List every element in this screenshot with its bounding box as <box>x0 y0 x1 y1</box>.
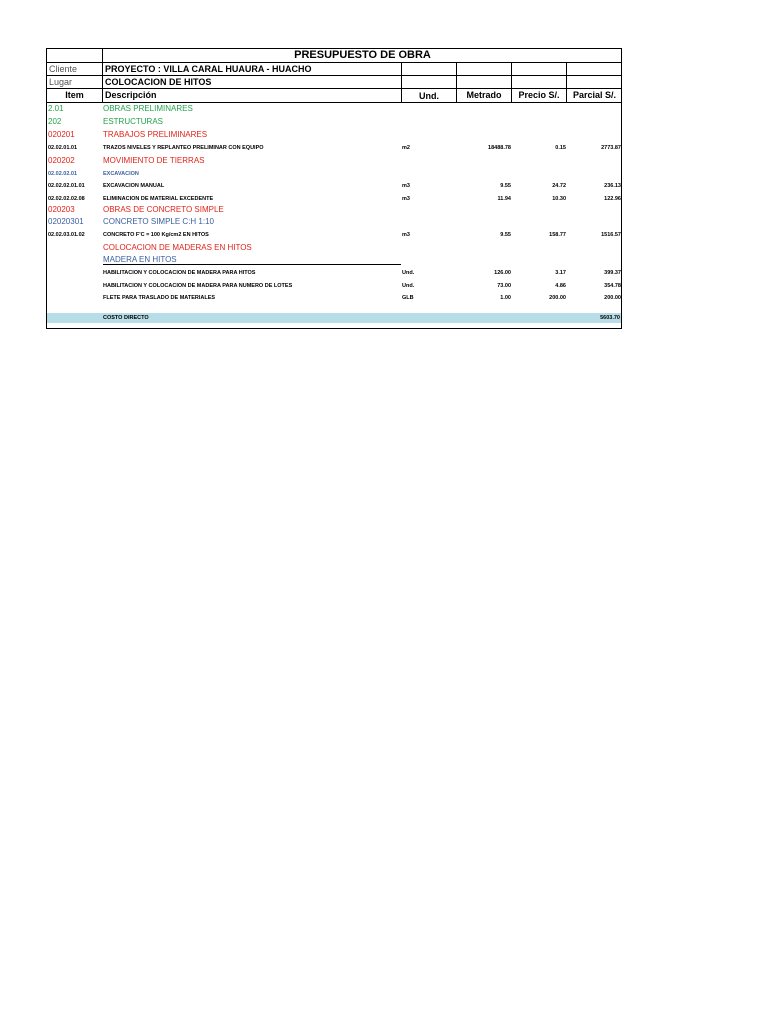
costo-directo-label: COSTO DIRECTO <box>103 315 149 321</box>
costo-directo-row <box>47 313 621 323</box>
row-unit: m3 <box>402 196 410 202</box>
table-row <box>47 116 622 128</box>
row-parcial: 122.96 <box>604 196 621 202</box>
row-parcial: 354.78 <box>604 283 621 289</box>
row-unit: GLB <box>402 295 414 301</box>
row-code: 02.02.02.01 <box>48 171 78 177</box>
row-precio: 0.15 <box>555 145 566 151</box>
table-row <box>47 292 622 304</box>
row-precio: 4.86 <box>555 283 566 289</box>
table-row <box>47 168 622 180</box>
col-parcial: Parcial S/. <box>572 90 617 100</box>
row-parcial: 1516.57 <box>601 232 621 238</box>
table-row <box>47 229 622 241</box>
lugar-label: Lugar <box>49 77 73 87</box>
row-description: ESTRUCTURAS <box>103 117 164 126</box>
proyecto-value: PROYECTO : VILLA CARAL HUAURA - HUACHO <box>105 64 312 74</box>
row-unit: m2 <box>402 145 410 151</box>
row-code: 020202 <box>48 156 75 165</box>
col-und: Und. <box>419 91 439 101</box>
table-row <box>47 155 622 167</box>
row-code: 02.02.03.01.02 <box>48 232 85 238</box>
table-row <box>47 242 622 254</box>
col-metrado: Metrado <box>466 90 502 100</box>
row-metrado: 9.55 <box>500 232 511 238</box>
row-unit: m3 <box>402 232 410 238</box>
row-description: TRAZOS NIVELES Y REPLANTEO PRELIMINAR CON EQUIPO <box>103 145 264 151</box>
row-metrado: 11.94 <box>497 196 511 202</box>
grid-line <box>102 49 103 103</box>
row-description: ELIMINACION DE MATERIAL EXCEDENTE <box>103 196 214 202</box>
row-precio: 10.30 <box>552 196 566 202</box>
sheet-title: PRESUPUESTO DE OBRA <box>103 49 622 63</box>
table-row <box>47 142 622 154</box>
row-parcial: 200.00 <box>604 295 621 301</box>
row-unit: Und. <box>402 270 415 276</box>
row-precio: 200.00 <box>549 295 566 301</box>
row-precio: 158.77 <box>549 232 566 238</box>
table-row <box>47 267 622 279</box>
row-description: COLOCACION DE MADERAS EN HITOS <box>103 243 252 252</box>
table-row <box>47 216 622 228</box>
row-description: FLETE PARA TRASLADO DE MATERIALES <box>103 295 216 301</box>
table-row <box>47 129 622 141</box>
row-code: 2.01 <box>48 104 64 113</box>
row-description: HABILITACION Y COLOCACION DE MADERA PARA NUMERO DE LOTES <box>103 283 293 289</box>
col-item: Item <box>65 90 84 100</box>
row-code: 02.02.02.01.01 <box>48 183 85 189</box>
col-precio: Precio S/. <box>518 90 560 100</box>
row-precio: 3.17 <box>555 270 566 276</box>
row-description: TRABAJOS PRELIMINARES <box>103 130 208 139</box>
row-description: HABILITACION Y COLOCACION DE MADERA PARA HITOS <box>103 270 256 276</box>
row-metrado: 9.55 <box>500 183 511 189</box>
budget-sheet <box>46 48 622 329</box>
row-description: OBRAS PRELIMINARES <box>103 104 193 113</box>
cliente-label: Cliente <box>49 64 78 74</box>
row-metrado: 1.00 <box>500 295 511 301</box>
row-code: 020201 <box>48 130 75 139</box>
row-parcial: 399.37 <box>604 270 621 276</box>
row-code: 202 <box>48 117 62 126</box>
row-code: 02020301 <box>48 217 84 226</box>
col-descripcion: Descripción <box>105 90 157 100</box>
row-code: 020203 <box>48 205 75 214</box>
table-row <box>47 180 622 192</box>
table-row <box>47 204 622 216</box>
row-description: EXCAVACION <box>103 171 139 177</box>
row-metrado: 126.00 <box>494 270 511 276</box>
row-code: 02.02.02.02.08 <box>48 196 85 202</box>
row-code: 02.02.01.01 <box>48 145 78 151</box>
row-description: OBRAS DE CONCRETO SIMPLE <box>103 205 224 214</box>
row-description: CONCRETO SIMPLE C:H 1:10 <box>103 217 214 226</box>
row-unit: Und. <box>402 283 415 289</box>
row-description: MOVIMIENTO DE TIERRAS <box>103 156 205 165</box>
row-description: CONCRETO F'C = 100 Kg/cm2 EN HITOS <box>103 232 209 238</box>
row-unit: m3 <box>402 183 410 189</box>
row-metrado: 73.00 <box>497 283 511 289</box>
row-metrado: 18488.78 <box>488 145 511 151</box>
section-underline <box>103 264 401 265</box>
costo-directo-value: 5603.70 <box>600 315 620 321</box>
row-parcial: 2773.87 <box>601 145 621 151</box>
lugar-value: COLOCACION DE HITOS <box>105 77 212 87</box>
table-row <box>47 103 622 115</box>
table-row <box>47 280 622 292</box>
row-precio: 24.72 <box>552 183 566 189</box>
row-description: EXCAVACION MANUAL <box>103 183 165 189</box>
row-description: MADERA EN HITOS <box>103 255 177 264</box>
row-parcial: 236.13 <box>604 183 621 189</box>
